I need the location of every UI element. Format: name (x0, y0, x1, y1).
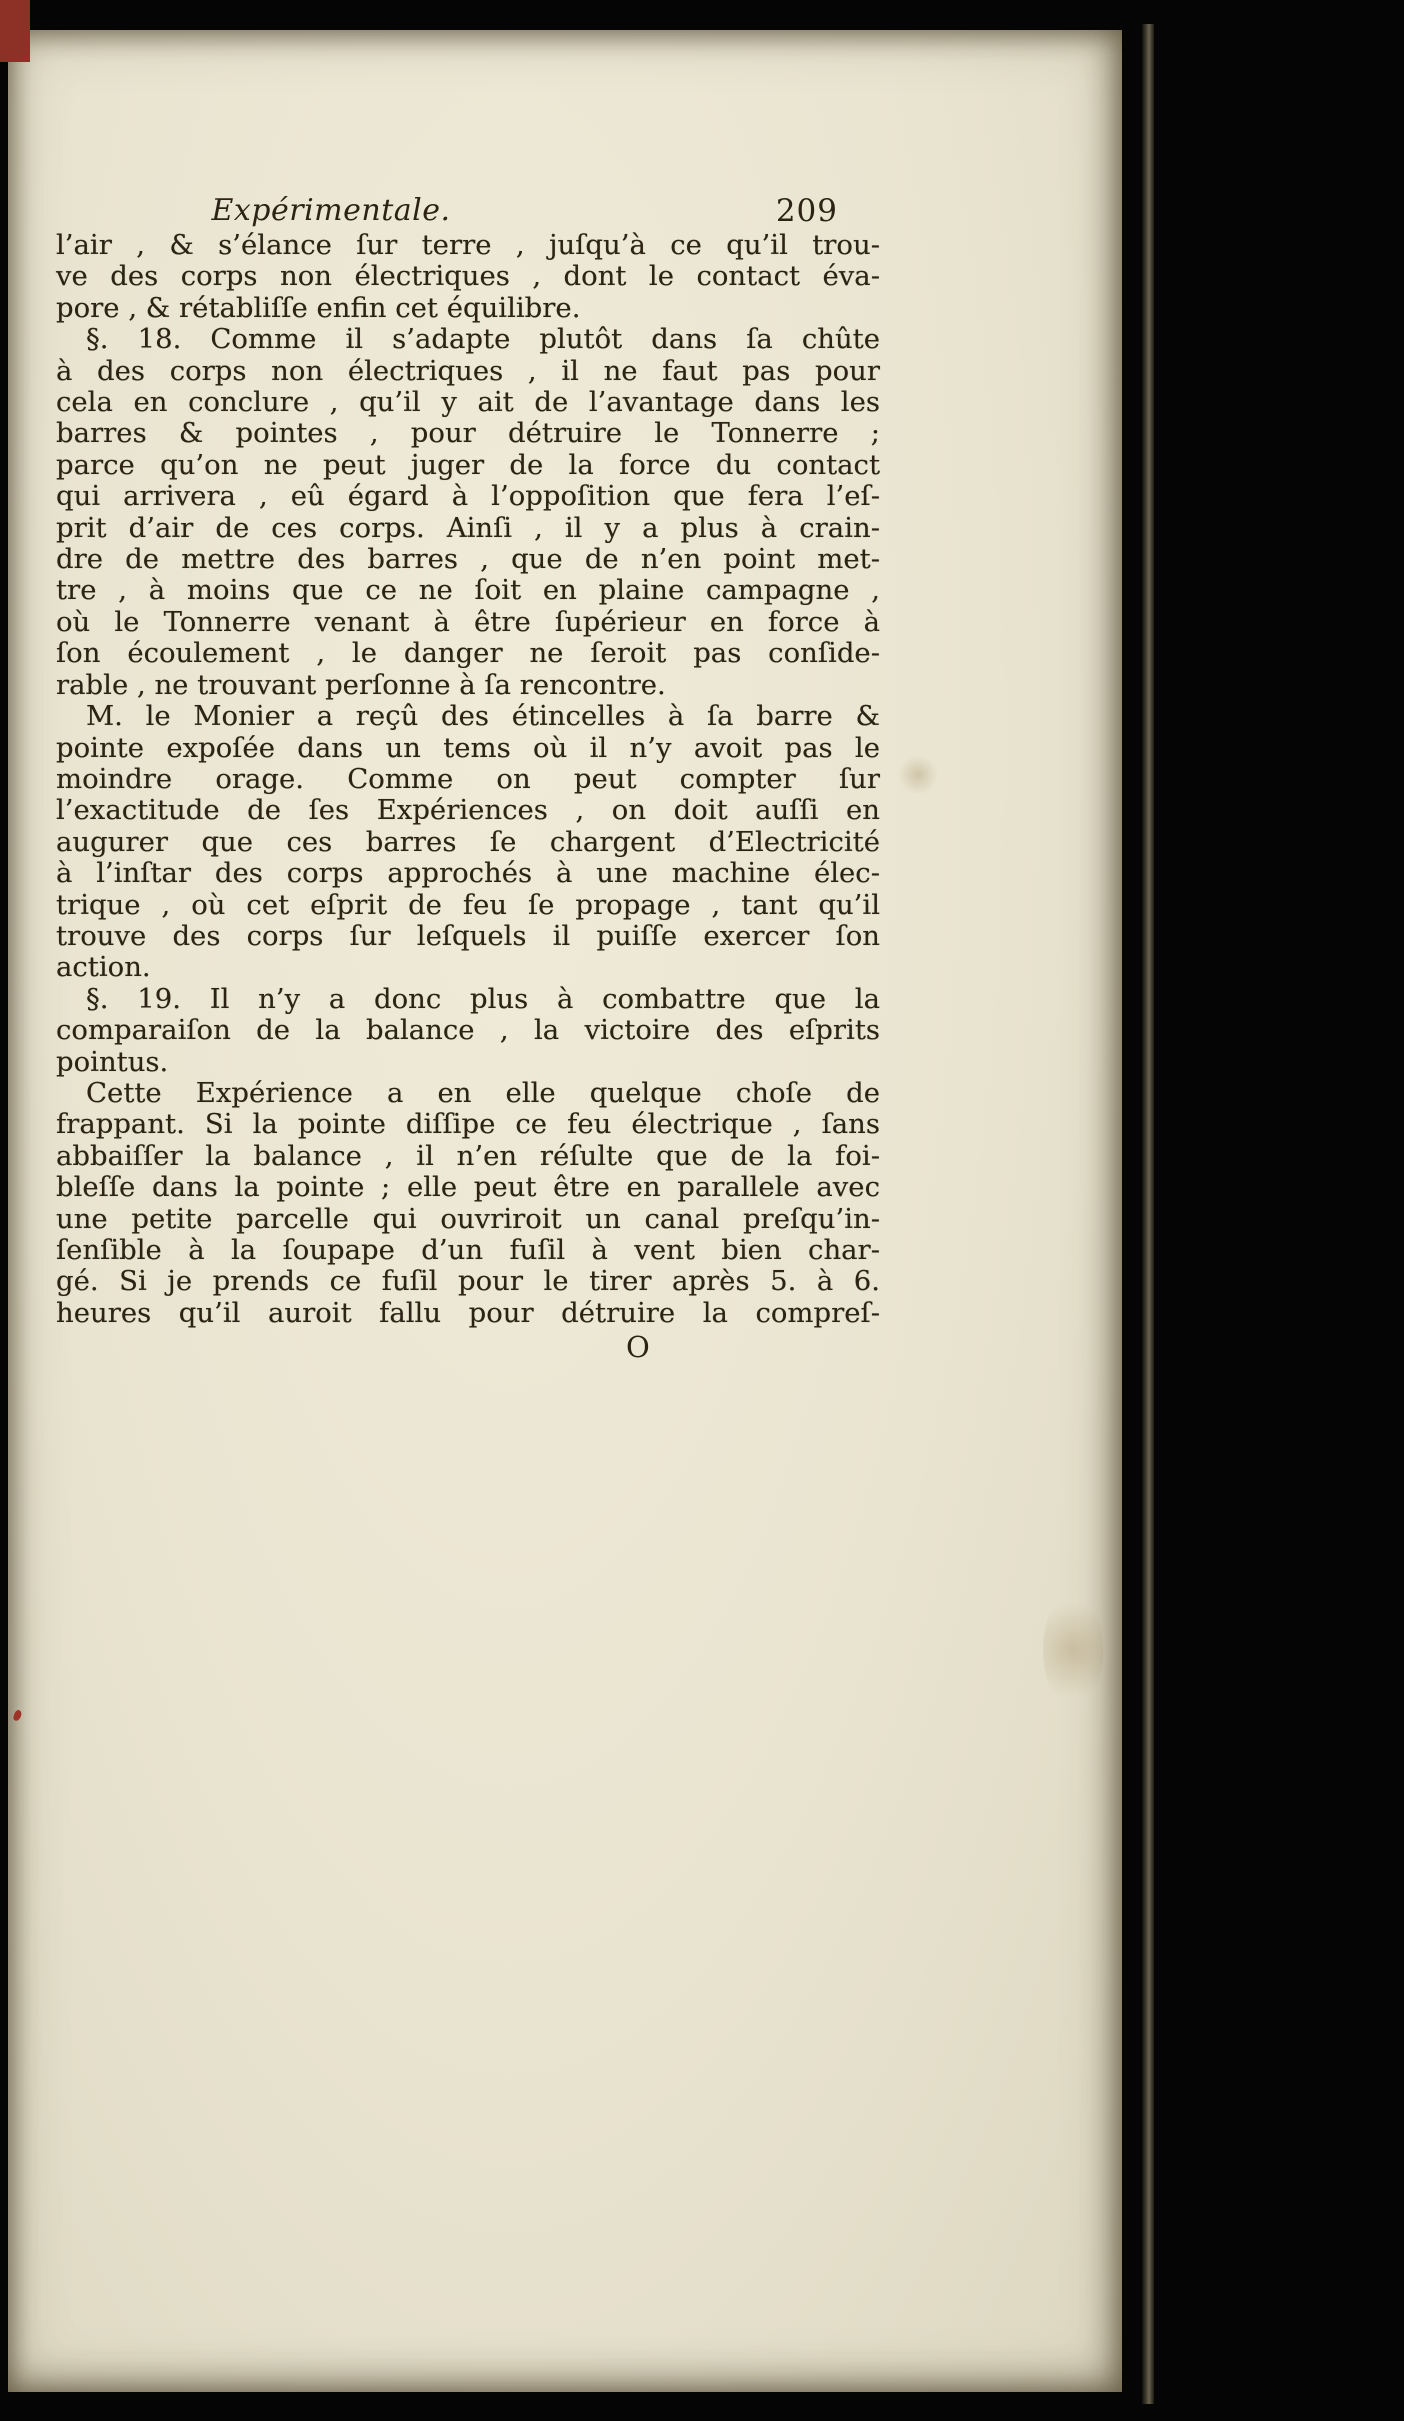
text-line: cela en conclure , qu’il y ait de l’avantage dans les (56, 386, 880, 419)
text-line: pore , & rétabliſſe enfin cet équilibre. (56, 291, 581, 324)
text-line: M. le Monier a reçû des étincelles à ſa barre & (86, 700, 880, 733)
book-fore-edge (1142, 24, 1154, 2404)
text-line: gé. Si je prends ce fuſil pour le tirer après 5. à 6. (56, 1265, 880, 1298)
text-line: prit d’air de ces corps. Ainſi , il y a plus à crain- (56, 511, 880, 544)
text-line: une petite parcelle qui ouvriroit un canal preſqu’in- (56, 1202, 880, 1235)
text-line: barres & pointes , pour détruire le Tonnerre ; (56, 417, 880, 450)
text-line: bleſſe dans la pointe ; elle peut être en parallele avec (56, 1171, 880, 1204)
text-block (56, 230, 880, 1329)
red-tape-fragment (0, 0, 30, 62)
text-line: pointe expoſée dans un tems où il n’y avoit pas le (56, 731, 880, 764)
text-line: frappant. Si la pointe diſſipe ce feu électrique , ſans (56, 1108, 880, 1141)
text-line: §. 18. Comme il s’adapte plutôt dans ſa chûte (86, 323, 880, 356)
text-line: ſenſible à la ſoupape d’un fuſil à vent bien char- (56, 1234, 880, 1266)
text-line: tre , à moins que ce ne ſoit en plaine campagne , (56, 574, 880, 607)
text-line: ve des corps non électriques , dont le contact éva- (56, 260, 880, 293)
paper-stain (1043, 1590, 1103, 1710)
text-line: action. (56, 951, 151, 984)
text-line: où le Tonnerre venant à être ſupérieur en force à (56, 605, 880, 638)
text-line: à l’inſtar des corps approchés à une machine élec- (56, 857, 880, 890)
text-line: l’air , & s’élance ſur terre , juſqu’à ce qu’il trou- (56, 229, 880, 261)
text-line: parce qu’on ne peut juger de la force du contact (56, 448, 880, 481)
catchword: O (626, 1330, 650, 1364)
text-line: trouve des corps ſur leſquels il puiſſe exercer ſon (56, 919, 880, 952)
text-line: dre de mettre des barres , que de n’en point met- (56, 543, 880, 576)
book-page (8, 30, 1122, 2392)
text-line: qui arrivera , eû égard à l’oppoſition que fera l’eſ- (56, 480, 880, 513)
text-line: l’exactitude de ſes Expériences , on doit auſſi en (56, 794, 880, 827)
running-title: Expérimentale. (211, 193, 451, 228)
text-line: heures qu’il auroit fallu pour détruire la compreſ- (56, 1296, 880, 1329)
text-line: trique , où cet eſprit de feu ſe propage , tant qu’il (56, 888, 880, 921)
text-line: Cette Expérience a en elle quelque choſe de (86, 1076, 880, 1109)
text-line: abbaiſſer la balance , il n’en réſulte que de la foi- (56, 1139, 880, 1172)
text-line: ſon écoulement , le danger ne ſeroit pas conſide- (56, 637, 880, 670)
text-line: à des corps non électriques , il ne faut pas pour (56, 354, 880, 387)
text-line: augurer que ces barres ſe chargent d’Electricité (56, 825, 880, 858)
paper-stain (898, 755, 938, 795)
text-line: comparaiſon de la balance , la victoire des eſprits (56, 1014, 880, 1047)
text-line: pointus. (56, 1045, 169, 1078)
text-line: rable , ne trouvant perſonne à ſa rencontre. (56, 668, 666, 701)
catchword-row (56, 1330, 880, 1364)
page-number: 209 (775, 193, 838, 229)
text-line: §. 19. Il n’y a donc plus à combattre que la (86, 982, 880, 1015)
page-header (56, 193, 880, 233)
text-line: moindre orage. Comme on peut compter ſur (56, 762, 880, 795)
